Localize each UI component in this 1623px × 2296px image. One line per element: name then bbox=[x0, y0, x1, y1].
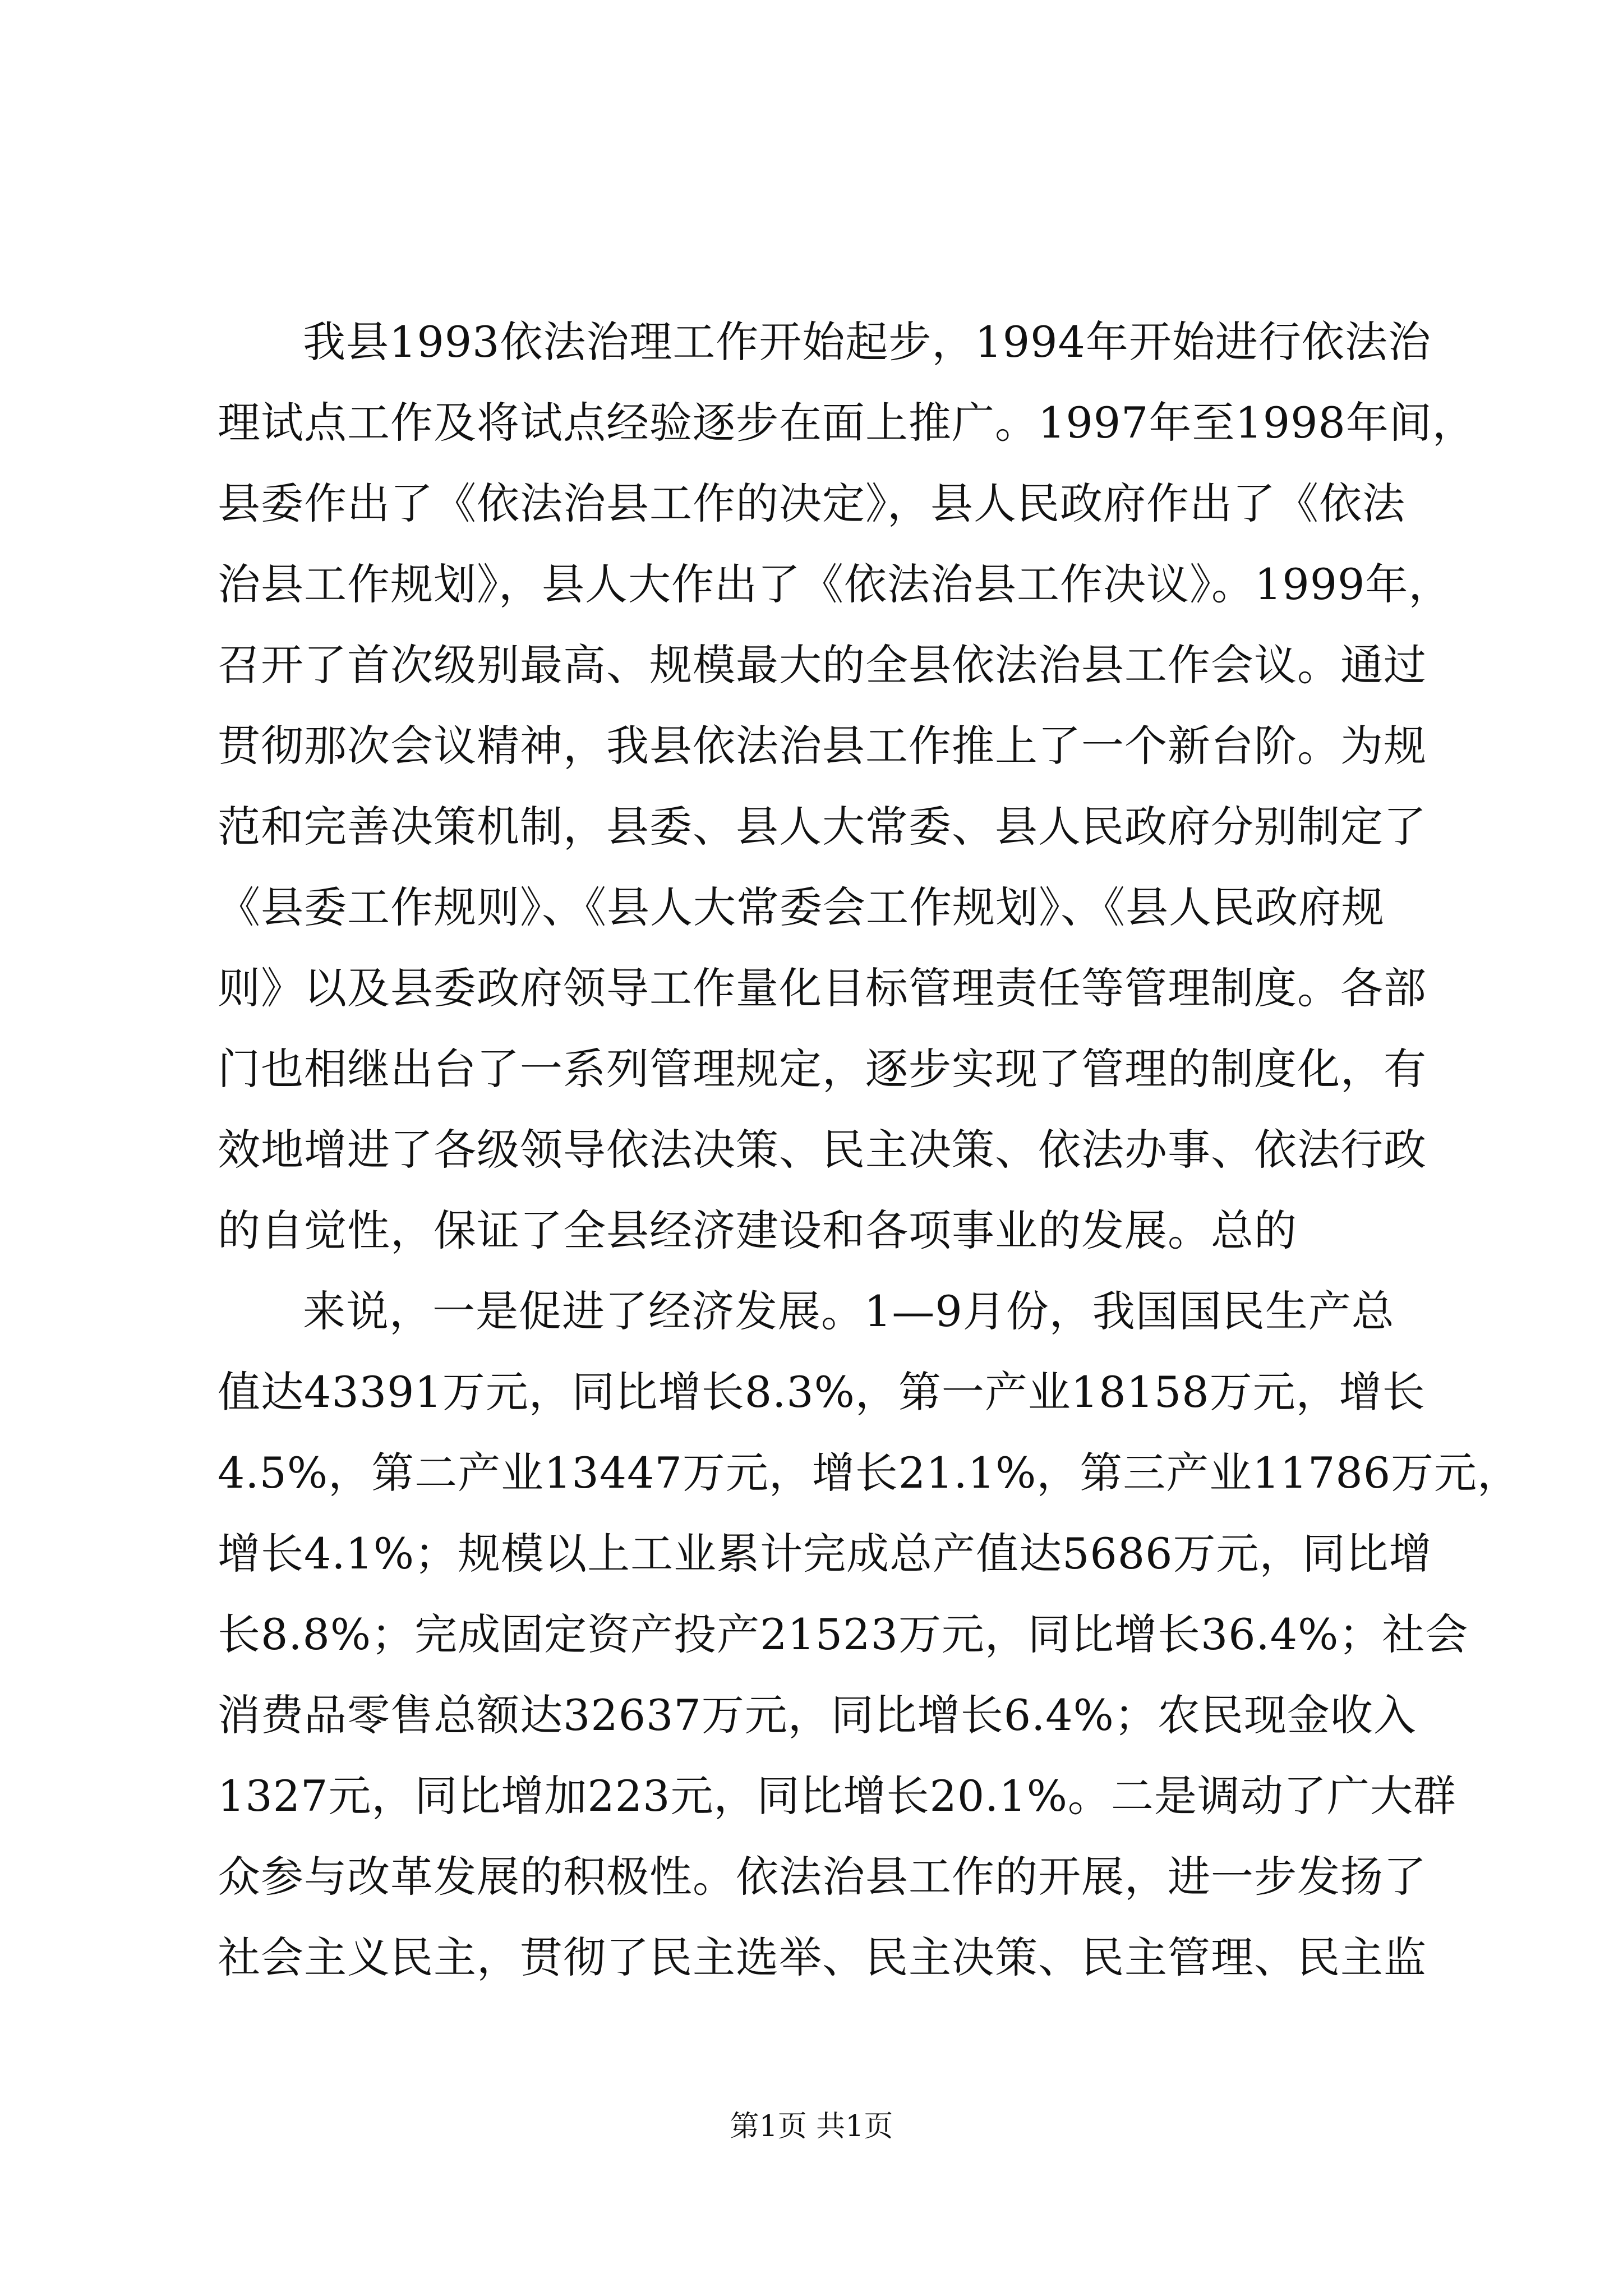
text-line: 1327元，同比增加223元，同比增长20.1%。二是调动了广大群 bbox=[218, 1771, 1456, 1821]
text-line: 《县委工作规则》、《县人大常委会工作规划》、《县人民政府规 bbox=[218, 882, 1385, 932]
text-line: 众参与改革发展的积极性。依法治县工作的开展，进一步发扬了 bbox=[218, 1852, 1427, 1902]
text-line-paragraph-2-start: 来说，一是促进了经济发展。1—9月份，我国国民生产总 bbox=[303, 1286, 1395, 1336]
text-line: 效地增进了各级领导依法决策、民主决策、依法办事、依法行政 bbox=[218, 1125, 1427, 1175]
text-line: 消费品零售总额达32637万元，同比增长6.4%；农民现金收入 bbox=[218, 1690, 1417, 1740]
text-line: 治县工作规划》，县人大作出了《依法治县工作决议》。1999年， bbox=[218, 559, 1452, 609]
page-number-label: 第1页 共1页 bbox=[730, 2110, 893, 2143]
text-line: 的自觉性，保证了全县经济建设和各项事业的发展。总的 bbox=[218, 1205, 1297, 1255]
text-line: 县委作出了《依法治县工作的决定》，县人民政府作出了《依法 bbox=[218, 478, 1405, 528]
text-line: 召开了首次级别最高、规模最大的全县依法治县工作会议。通过 bbox=[218, 640, 1427, 690]
page-footer bbox=[0, 2102, 1623, 2145]
text-line: 4.5%，第二产业13447万元，增长21.1%，第三产业11786万元， bbox=[218, 1448, 1521, 1498]
text-line: 长8.8%；完成固定资产投产21523万元，同比增长36.4%；社会 bbox=[218, 1609, 1469, 1659]
text-line-paragraph-1-start: 我县1993依法治理工作开始起步，1994年开始进行依法治 bbox=[303, 317, 1431, 367]
text-line: 值达43391万元，同比增长8.3%，第一产业18158万元，增长 bbox=[218, 1367, 1426, 1417]
text-line: 贯彻那次会议精神，我县依法治县工作推上了一个新台阶。为规 bbox=[218, 721, 1427, 771]
body-text bbox=[218, 302, 1521, 1998]
text-line: 社会主义民主，贯彻了民主选举、民主决策、民主管理、民主监 bbox=[218, 1932, 1427, 1982]
text-line: 则》以及县委政府领导工作量化目标管理责任等管理制度。各部 bbox=[218, 963, 1427, 1013]
text-line: 增长4.1%；规模以上工业累计完成总产值达5686万元，同比增 bbox=[218, 1529, 1432, 1579]
text-line: 门也相继出台了一系列管理规定，逐步实现了管理的制度化，有 bbox=[218, 1044, 1427, 1094]
text-line: 理试点工作及将试点经验逐步在面上推广。1997年至1998年间， bbox=[218, 398, 1476, 448]
text-line: 范和完善决策机制，县委、县人大常委、县人民政府分别制定了 bbox=[218, 802, 1427, 852]
